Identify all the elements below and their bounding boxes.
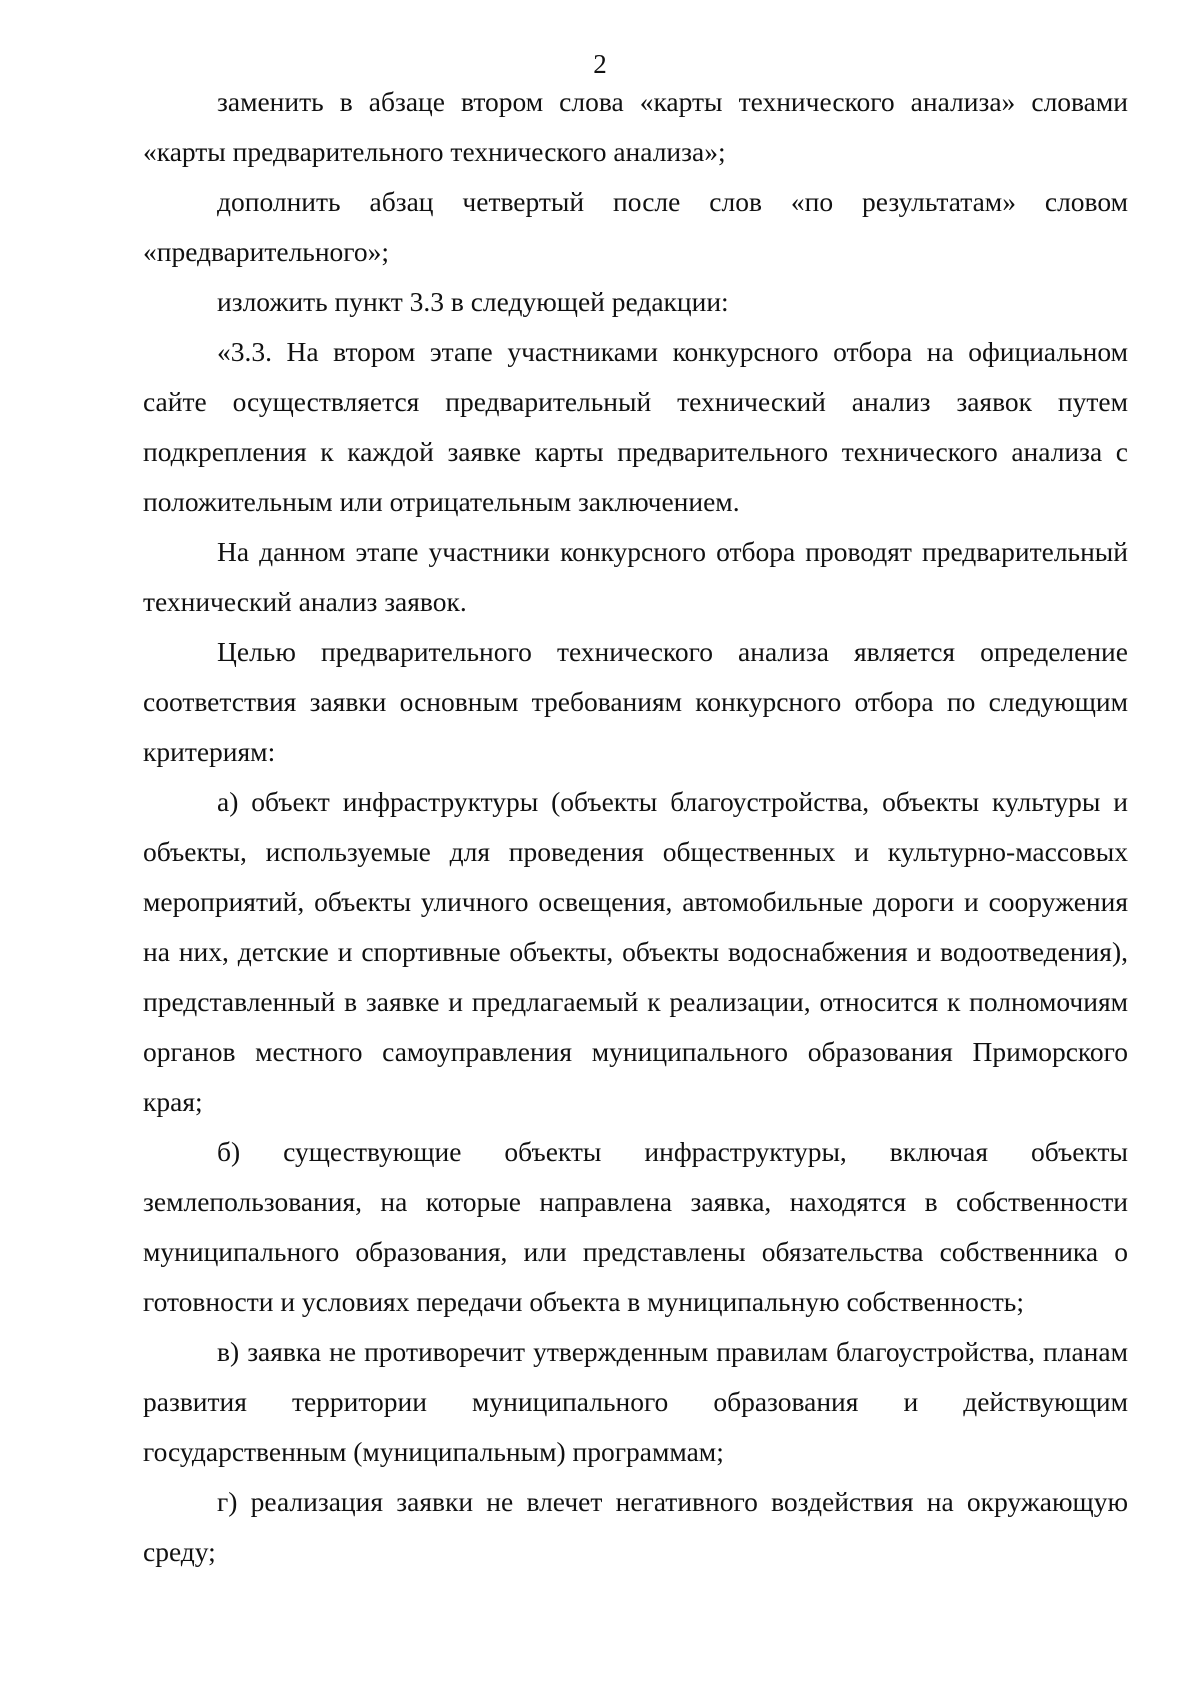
paragraph-stage-participants: На данном этапе участники конкурсного отбора проводят предварительный технический анализ заявок. bbox=[143, 536, 1128, 617]
paragraph-criterion-b: б) существующие объекты инфраструктуры, включая объекты землепользования, на которые направлена заявка, находятся в собственности муниципального образования, или представлены обязательства собственника о готовности и условиях передачи объекта в муниципальную собственность; bbox=[143, 1136, 1128, 1317]
paragraph-item-3-3: «3.3. На втором этапе участниками конкурсного отбора на официальном сайте осуществляется предварительный технический анализ заявок путем подкрепления к каждой заявке карты предварительного технического анализа с положительным или отрицательным заключением. bbox=[143, 336, 1128, 517]
paragraph-replace-words: заменить в абзаце втором слова «карты технического анализа» словами «карты предварительного технического анализа»; bbox=[143, 86, 1128, 167]
document-body bbox=[143, 77, 1128, 1577]
paragraph-criterion-g: г) реализация заявки не влечет негативного воздействия на окружающую среду; bbox=[143, 1486, 1128, 1567]
paragraph-criterion-a: а) объект инфраструктуры (объекты благоустройства, объекты культуры и объекты, используемые для проведения общественных и культурно-массовых мероприятий, объекты уличного освещения, автомобильные дороги и сооружения на них, детские и спортивные объекты, объекты водоснабжения и водоотведения), представленный в заявке и предлагаемый к реализации, относится к полномочиям органов местного самоуправления муниципального образования Приморского края; bbox=[143, 786, 1128, 1117]
paragraph-restate-item: изложить пункт 3.3 в следующей редакции: bbox=[217, 286, 729, 317]
paragraph-criterion-v: в) заявка не противоречит утвержденным правилам благоустройства, планам развития территории муниципального образования и действующим государственным (муниципальным) программам; bbox=[143, 1336, 1128, 1467]
paragraph-analysis-purpose: Целью предварительного технического анализа является определение соответствия заявки основным требованиям конкурсного отбора по следующим критериям: bbox=[143, 636, 1128, 767]
paragraph-add-word: дополнить абзац четвертый после слов «по результатам» словом «предварительного»; bbox=[143, 186, 1128, 267]
page-number: 2 bbox=[593, 49, 607, 79]
